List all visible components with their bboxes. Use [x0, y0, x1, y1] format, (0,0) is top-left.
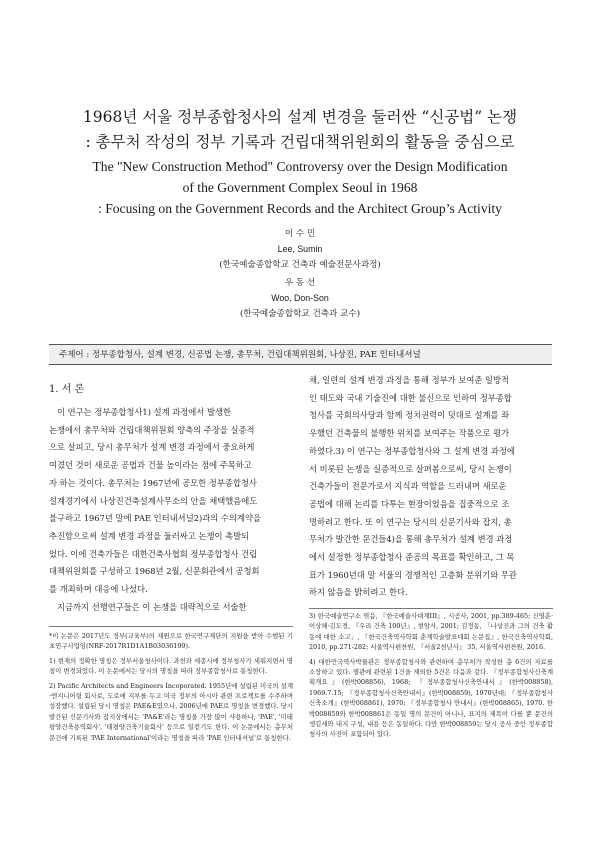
- author-2-affiliation: (한국예술종합학교 건축과 교수): [239, 309, 361, 319]
- body-line: 서 비롯된 논쟁을 실증적으로 살펴봄으로써, 당시 논쟁이: [309, 463, 512, 474]
- body-line: 우했던 건축물의 불행한 위치를 보여주는 작품으로 평가: [309, 428, 510, 439]
- author-2-name-ko: 우 동 선: [284, 278, 316, 288]
- section-1-right-column: [309, 372, 553, 602]
- author-2-name-en: Woo, Don-Son: [271, 293, 329, 303]
- footnotes-right: [309, 611, 553, 744]
- footnote-4: 4) 대한민국역사박물관은 정부종합청사와 관련하여 총무처가 작성한 총 6건의 자료를 소장하고 있다. 별관에 관련된 1건을 제외한 5건은 다음과 같다. 『정부종합청사신축계획개요』(한박008856), 1968; 『정부종합청사신축안내서』(한박008858), 1969.7.15; 『정부종합청사신축안내서』(한박008859), 1970년대; 『정부종합청사신축소개』(한박008861), 1970; 『정부종합청사 안내서』(한박008865), 1970. 한박008859와 한박008861은 동일 명의 문건이 아니나, 표지의 제목이 다를 뿐 문건의 생김새와 내지 구성, 내용 등은 동일하다. 다만 한박008859는 당시 공사 중인 정부종합청사의 사진이 포함되어 있다.: [309, 657, 553, 739]
- section-1-left-column: [49, 404, 293, 616]
- title-english-line-1: The "New Construction Method" Controversy over the Design Modification: [92, 159, 508, 174]
- body-line: 하지 않음을 밝히려고 한다.: [309, 587, 408, 598]
- body-line: 를 개최하며 대응에 나섰다.: [49, 584, 148, 595]
- footnote-funding: *이 논문은 2017년도 정부(교육부)의 재원으로 한국연구재단의 지원을 받아 수행된 기초연구사업임(NRF-2017R1D1A1B03036199).: [49, 632, 293, 651]
- body-line: 추진함으로써 설계 변경 과정을 둘러싸고 논쟁이 촉발되: [49, 530, 250, 541]
- body-line: 명하려고 한다. 또 이 연구는 당시의 신문기사와 잡지, 총: [309, 516, 512, 527]
- body-line: 인 태도와 국내 기술진에 대한 불신으로 인하여 정부종합: [309, 392, 512, 403]
- body-line: 불구하고 1967년 말에 PAE 인터내셔널2)과의 수의계약을: [49, 513, 261, 524]
- footnote-divider-right: [309, 608, 553, 609]
- body-line: 에서 설정한 정부종합청사 준공의 목표를 확인하고, 그 목: [309, 552, 515, 563]
- footnotes-left: [49, 631, 293, 747]
- section-1-heading: 1. 서 론: [49, 384, 85, 395]
- body-line: 여겼던 것이 새로운 공법과 건물 높이라는 점에 주목하고: [49, 460, 252, 471]
- body-line: 이 연구는 정부종합청사1) 설계 과정에서 발생한: [57, 407, 231, 417]
- body-line: 자 하는 것이다. 총무처는 1967년에 공모한 정부종합청사: [49, 477, 257, 488]
- body-line: 공법에 대해 논리를 다투는 현장이었음을 집중적으로 조: [309, 498, 510, 509]
- body-line: 무처가 발간한 문건들4)을 통해 총무처가 설계 변경 과정: [309, 534, 513, 545]
- footnote-2: 2) Pacific Architects and Engineers Incoporated. 1955년에 설립된 미국의 설계·엔지니어링 회사로, 도로에 지부를 두고 미국 정부의 아시아 관련 프로젝트를 수주하며 성장했다. 설립된 당시 명칭은 PAE&E였으나, 2006년에 PAE로 명칭을 변경했다. 당시 발간된 신문기사와 잡지상에서는 'PA&E'라는 명칭을 가장 많이 사용하나, 'PAE', '미태평양건축용역회사', '태평양건축기술회사' 등으로 일컫기도 한다. 이 논문에서는 총무처 문건에 기록된 'PAE International'이라는 명칭을 따라 'PAE 인터내셔널'로 통칭한다.: [49, 681, 293, 742]
- body-line: 청사를 국회의사당과 함께 정치권력이 덧대로 설계를 좌: [309, 410, 510, 421]
- body-line: 대책위원회를 구성하고 1968년 2월, 신문회관에서 공청회: [49, 566, 260, 577]
- title-english-line-3: : Focusing on the Government Records and the Architect Group’s Activity: [98, 201, 502, 216]
- body-line: 하였다.3) 이 연구는 정부종합청사와 그 설계 변경 과정에: [309, 445, 515, 456]
- author-1-name-ko: 이 수 민: [284, 229, 316, 239]
- title-korean-line-1: 1968년 서울 정부종합청사의 설계 변경을 둘러싼 “신공법” 논쟁: [82, 108, 518, 126]
- title-english-line-2: of the Government Complex Seoul in 1968: [182, 180, 418, 195]
- body-line: 표가 1960년대 말 서울의 경쟁적인 고층화 분위기와 무관: [309, 569, 517, 580]
- body-line: 설계경기에서 나상진건축설계사무소의 안을 채택했음에도: [49, 495, 258, 506]
- body-line: 건축가들이 전문가로서 지식과 역할을 드러내며 새로운: [309, 481, 507, 492]
- footnote-divider-left: [49, 626, 293, 627]
- body-line: 었다. 이에 건축가들은 대한건축사협회 정부종합청사 건립: [49, 548, 258, 559]
- body-line: 논쟁에서 총무처와 건립대책위원회 양측의 주장을 실증적: [49, 424, 255, 435]
- author-1-affiliation: (한국예술종합학교 건축과 예술전문사과정): [219, 260, 381, 270]
- title-korean-line-2: : 총무처 작성의 정부 기록과 건립대책위원회의 활동을 중심으로: [85, 133, 515, 151]
- keywords-bar: 주제어 : 정부종합청사, 설계 변경, 신공법 논쟁, 총무처, 건립대책위원회, 나상진, PAE 인터내셔널: [49, 344, 552, 365]
- author-1-name-en: Lee, Sumin: [277, 244, 323, 254]
- body-line: 채, 일련의 설계 변경 과정을 통해 정부가 보여준 일방적: [309, 375, 510, 385]
- footnote-1: 1) 현재의 정확한 명칭은 정부서울청사이다. 과천과 세종시에 정부청사가 세워지면서 명칭이 변경되었다. 이 논문에서는 당시의 명칭을 따라 정부종합청사로 통칭한다.: [49, 656, 293, 676]
- footnote-3: 3) 한국예술연구소 엮음, 『한국예술사대계III』, 시공사, 2001, pp.389-465; 신영훈·이상해·김도경, 『우리 건축 100년』, 현암사, 2001; 김정동, 「나상진과 그의 건축 활동에 대한 소고」, 『한국건축역사학회 춘계학술발표대회 논문집』, 한국건축역사학회, 2010, pp.271-282; 서울역사편찬원, 『서울2천년사』 35, 서울역사편찬원, 2016.: [309, 612, 553, 652]
- body-line: 지금까지 선행연구들은 이 논쟁을 대략적으로 서술한: [57, 601, 247, 612]
- body-line: 으로 살피고, 당시 총무처가 설계 변경 과정에서 중요하게: [49, 442, 255, 453]
